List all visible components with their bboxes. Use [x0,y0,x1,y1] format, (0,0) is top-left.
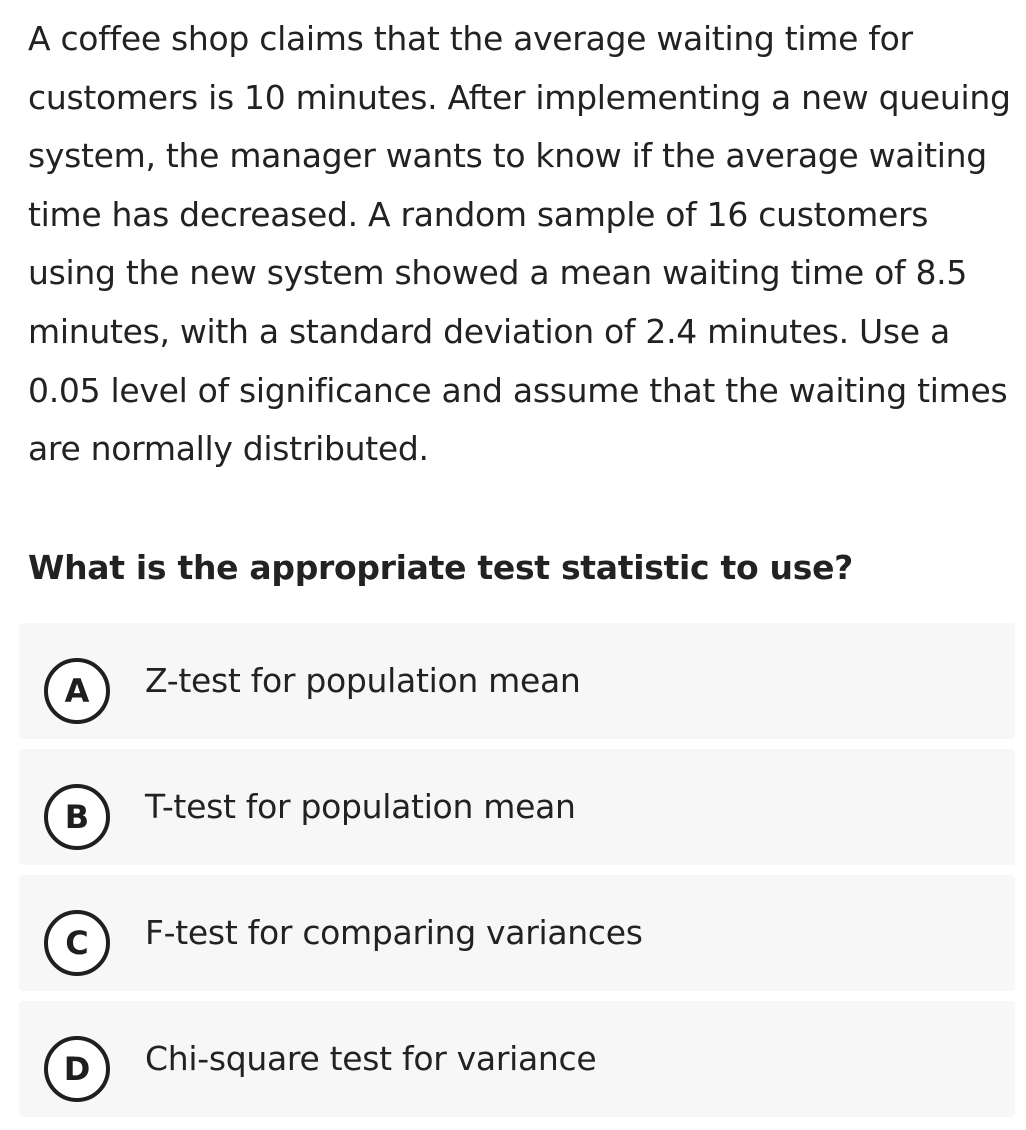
option-label: F-test for comparing variances [145,913,643,952]
option-c[interactable] [19,875,1015,991]
option-d[interactable] [19,1001,1015,1117]
answer-options [19,623,1015,1117]
option-letter-badge: D [44,1036,110,1102]
option-label: T-test for population mean [145,787,576,826]
option-a[interactable] [19,623,1015,739]
option-letter-badge: A [44,658,110,724]
question-passage: A coffee shop claims that the average waiting time for customers is 10 minutes. After implementing a new queuing system, the manager wants to know if the average waiting time has decreased. A random sample of 16 customers using the new system showed a mean waiting time of 8.5 minutes, with a standard deviation of 2.4 minutes. Use a 0.05 level of significance and assume that the waiting times are normally distributed. [28,19,1011,469]
option-label: Z-test for population mean [145,661,581,700]
option-b[interactable] [19,749,1015,865]
question-prompt: What is the appropriate test statistic to use? [28,548,853,587]
option-letter-badge: B [44,784,110,850]
option-letter-badge: C [44,910,110,976]
option-label: Chi-square test for variance [145,1039,597,1078]
